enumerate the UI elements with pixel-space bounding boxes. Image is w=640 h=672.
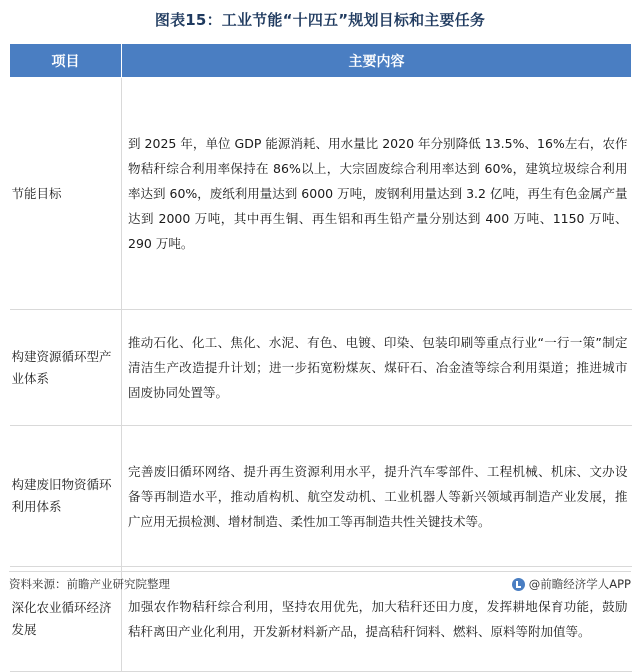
source-note: 资料来源：前瞻产业研究院整理 [9, 577, 170, 591]
column-header-content: 主要内容 [122, 44, 632, 78]
brand-logo-icon [512, 578, 525, 591]
brand-label: @前瞻经济学人APP [528, 577, 631, 591]
footer [9, 571, 631, 596]
row-content: 加强农作物秸秆综合利用，坚持农用优先，加大秸秆还田力度，发挥耕地保育功能，鼓励秸秆离田产业化利用，开发新材料新产品，提高秸秆饲料、燃料、原料等附加值等。 [122, 567, 632, 672]
row-content: 完善废旧循环网络、提升再生资源利用水平，提升汽车零部件、工程机械、机床、文办设备等再制造水平，推动盾构机、航空发动机、工业机器人等新兴领域再制造产业发展，推广应用无损检测、增材制造、柔性加工等再制造共性关键技术等。 [122, 426, 632, 567]
table-row [10, 310, 632, 426]
row-category: 节能目标 [10, 78, 122, 310]
figure-title: 图表15：工业节能“十四五”规划目标和主要任务 [154, 11, 486, 29]
table-row [10, 78, 632, 310]
brand-credit [512, 576, 631, 592]
row-content: 推动石化、化工、焦化、水泥、有色、电镀、印染、包装印刷等重点行业“一行一策”制定清洁生产改造提升计划；进一步拓宽粉煤灰、煤矸石、冶金渣等综合利用渠道；推进城市固废协同处置等。 [122, 310, 632, 426]
row-category: 构建废旧物资循环利用体系 [10, 426, 122, 567]
row-category: 构建资源循环型产业体系 [10, 310, 122, 426]
table-header-row [10, 44, 632, 78]
row-category: 深化农业循环经济发展 [10, 567, 122, 672]
column-header-item: 项目 [10, 44, 122, 78]
row-content: 到 2025 年，单位 GDP 能源消耗、用水量比 2020 年分别降低 13.5%、16%左右，农作物秸秆综合利用率保持在 86%以上，大宗固废综合利用率达到 60%，建筑垃圾综合利用率达到 60%，废纸利用量达到 6000 万吨，废钢利用量达到 3.2 亿吨，再生有色金属产量达到 2000 万吨，其中再生铜、再生铝和再生铅产量分别达到 400 万吨、1150 万吨、290 万吨。 [122, 78, 632, 310]
table-row [10, 426, 632, 567]
